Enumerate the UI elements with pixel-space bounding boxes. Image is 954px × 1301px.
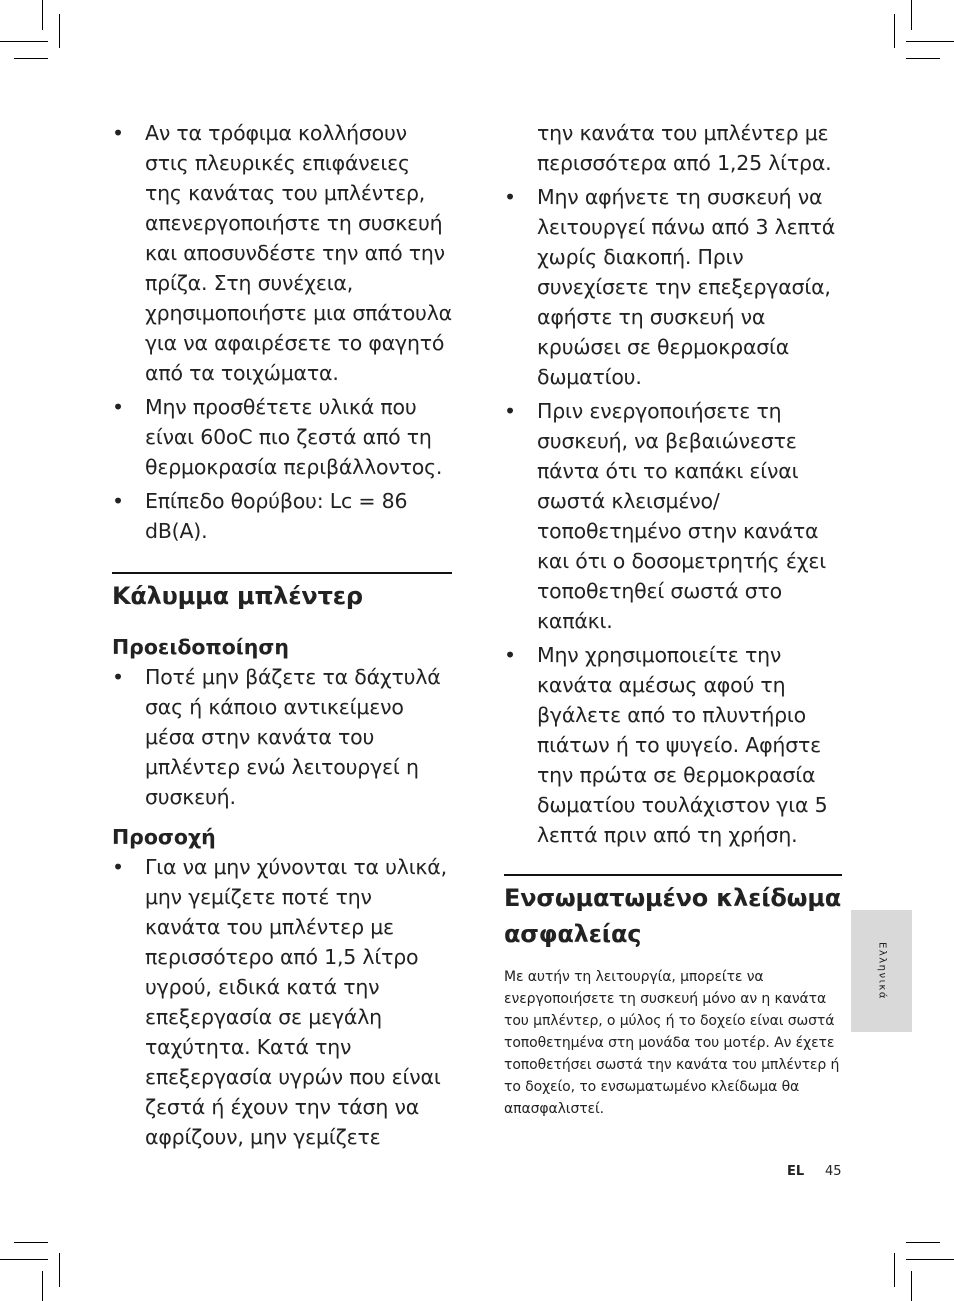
list-item: • Επίπεδο θορύβου: Lc = 86 dB(A). — [112, 486, 452, 546]
left-column — [112, 118, 452, 1156]
crop-mark — [42, 0, 43, 30]
bullet-icon: • — [112, 665, 124, 689]
list-item: • Μην προσθέτετε υλικά που είναι 60oC πιο ζεστά από τη θερμοκρασία περιβάλλοντος. — [112, 392, 452, 482]
crop-mark — [906, 1242, 940, 1243]
crop-mark — [911, 0, 912, 30]
bullet-icon: • — [112, 489, 124, 513]
continued-text: την κανάτα του μπλέντερ με περισσότερα από 1,25 λίτρα. — [537, 121, 832, 175]
list-item: • Ποτέ μην βάζετε τα δάχτυλά σας ή κάποιο αντικείμενο μέσα στην κανάτα του μπλέντερ ενώ λειτουργεί η συσκευή. — [112, 662, 452, 812]
crop-mark — [14, 1242, 48, 1243]
list-item: • Πριν ενεργοποιήσετε τη συσκευή, να βεβαιώνεστε πάντα ότι το καπάκι είναι σωστά κλεισμένο/ τοποθετημένο στην κανάτα και ότι ο δοσομετρητής έχει τοποθετηθεί σωστά στο καπάκι. — [504, 396, 842, 636]
crop-mark — [894, 14, 895, 48]
crop-mark — [906, 1259, 954, 1260]
page-number: 45 — [825, 1164, 842, 1179]
section-divider — [504, 874, 842, 876]
caution-bullet-list — [112, 852, 452, 1152]
warning-bullet-list — [112, 662, 452, 812]
right-bullet-list — [504, 182, 842, 850]
bullet-icon: • — [504, 185, 516, 209]
crop-mark — [894, 1253, 895, 1287]
bullet-icon: • — [504, 643, 516, 667]
caution-heading: Προσοχή — [112, 825, 216, 849]
right-column — [504, 118, 842, 1120]
warning-heading: Προειδοποίηση — [112, 635, 289, 659]
top-bullet-list — [112, 118, 452, 546]
section-title: Ενσωματωμένο κλείδωμα ασφαλείας — [504, 884, 842, 948]
crop-mark — [906, 41, 954, 42]
section-title: Κάλυμμα μπλέντερ — [112, 582, 363, 610]
bullet-icon: • — [504, 399, 516, 423]
list-item: • Αν τα τρόφιμα κολλήσουν στις πλευρικές επιφάνειες της κανάτας του μπλέντερ, απενεργοποιήστε τη συσκευή και αποσυνδέστε την από την πρίζα. Στη συνέχεια, χρησιμοποιήστε μια σπάτουλα για να αφαιρέσετε το φαγητό από τα τοιχώματα. — [112, 118, 452, 388]
list-item: • Μην χρησιμοποιείτε την κανάτα αμέσως αφού τη βγάλετε από το πλυντήριο πιάτων ή το ψυγείο. Αφήστε την πρώτα σε θερμοκρασία δωματίου τουλάχιστον για 5 λεπτά πριν από τη χρήση. — [504, 640, 842, 850]
crop-mark — [906, 58, 940, 59]
crop-mark — [14, 58, 48, 59]
footer-language: EL — [787, 1164, 805, 1179]
section-divider — [112, 572, 452, 574]
bullet-icon: • — [112, 121, 124, 145]
crop-mark — [0, 1259, 48, 1260]
bullet-icon: • — [112, 395, 124, 419]
section-body: Με αυτήν τη λειτουργία, μπορείτε να ενεργοποιήσετε τη συσκευή μόνο αν η κανάτα του μπλέντερ, ο μύλος ή το δοχείο είναι σωστά τοποθετημένα στη μονάδα του μοτέρ. Αν έχετε τοποθετήσει σωστά την κανάτα του μπλέντερ ή το δοχείο, το ενσωματωμένο κλείδωμα θα απασφαλιστεί. — [504, 969, 840, 1117]
language-tab — [851, 910, 912, 1032]
crop-mark — [59, 1253, 60, 1287]
bullet-icon: • — [112, 855, 124, 879]
crop-mark — [0, 41, 48, 42]
list-item: • Μην αφήνετε τη συσκευή να λειτουργεί πάνω από 3 λεπτά χωρίς διακοπή. Πριν συνεχίσετε την επεξεργασία, αφήστε τη συσκευή να κρυώσει σε θερμοκρασία δωματίου. — [504, 182, 842, 392]
crop-mark — [911, 1271, 912, 1301]
crop-mark — [42, 1271, 43, 1301]
language-tab-label: Ελληνικά — [876, 942, 887, 1000]
list-item: • Για να μην χύνονται τα υλικά, μην γεμίζετε ποτέ την κανάτα του μπλέντερ με περισσότερο από 1,5 λίτρο υγρού, ειδικά κατά την επεξεργασία σε μεγάλη ταχύτητα. Κατά την επεξεργασία υγρών που είναι ζεστά ή έχουν την τάση να αφρίζουν, μην γεμίζετε — [112, 852, 452, 1152]
crop-mark — [59, 14, 60, 48]
